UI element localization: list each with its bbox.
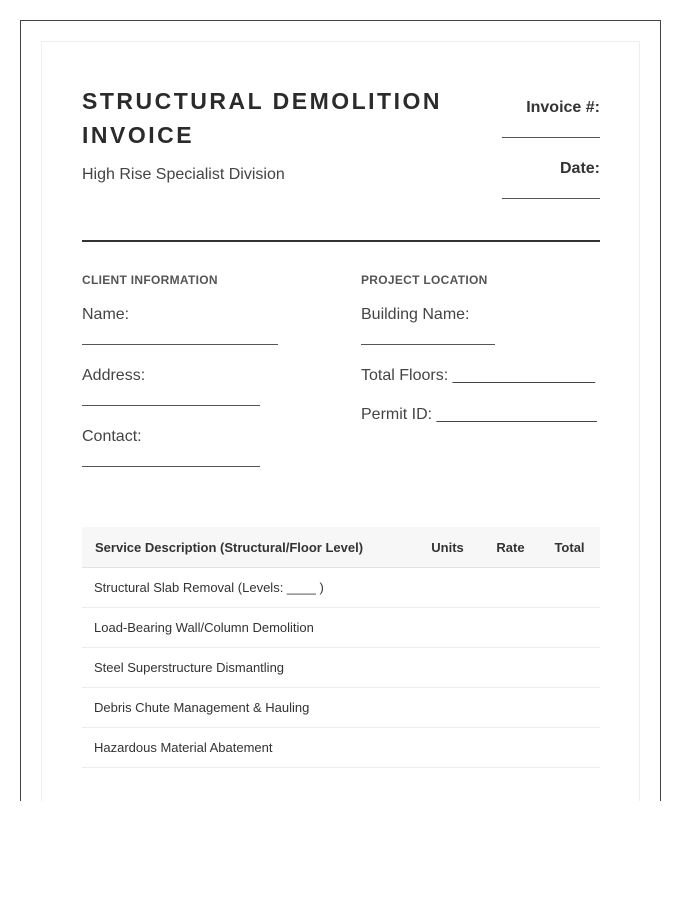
row-rate-cell[interactable] <box>482 608 539 648</box>
row-description: Structural Slab Removal (Levels: ____ ) <box>82 568 413 608</box>
date-field[interactable] <box>502 198 600 199</box>
client-contact-field[interactable] <box>82 466 260 467</box>
client-address-label: Address: <box>82 367 146 384</box>
permit-id-field[interactable]: Permit ID: __________________ <box>361 406 597 423</box>
client-info-heading: CLIENT INFORMATION <box>82 273 218 287</box>
row-rate-cell[interactable] <box>482 568 539 608</box>
invoice-title-line1: STRUCTURAL DEMOLITION <box>82 88 443 114</box>
building-name-field[interactable] <box>361 344 495 345</box>
invoice-number-label: Invoice #: <box>526 99 600 116</box>
row-description: Load-Bearing Wall/Column Demolition <box>82 608 413 648</box>
total-floors-field[interactable]: Total Floors: ________________ <box>361 367 595 384</box>
table-header-row <box>82 527 600 568</box>
row-rate-cell[interactable] <box>482 728 539 768</box>
row-rate-cell[interactable] <box>482 688 539 728</box>
invoice-title <box>82 84 492 152</box>
row-units-cell[interactable] <box>413 608 482 648</box>
date-label: Date: <box>559 160 600 177</box>
row-units-cell[interactable] <box>413 688 482 728</box>
client-address-field[interactable] <box>82 405 260 406</box>
col-header-units: Units <box>413 527 482 568</box>
table-row <box>82 728 600 768</box>
row-description: Steel Superstructure Dismantling <box>82 648 413 688</box>
row-description: Debris Chute Management & Hauling <box>82 688 413 728</box>
client-name-field[interactable] <box>82 344 278 345</box>
row-rate-cell[interactable] <box>482 648 539 688</box>
division-subtitle: High Rise Specialist Division <box>82 166 285 183</box>
table-row <box>82 688 600 728</box>
row-total-cell[interactable] <box>539 728 600 768</box>
header-divider <box>82 240 600 242</box>
col-header-rate: Rate <box>482 527 539 568</box>
services-table <box>82 527 600 768</box>
row-units-cell[interactable] <box>413 568 482 608</box>
row-total-cell[interactable] <box>539 688 600 728</box>
table-row <box>82 648 600 688</box>
client-contact-label: Contact: <box>82 428 142 445</box>
row-total-cell[interactable] <box>539 648 600 688</box>
client-name-label: Name: <box>82 306 130 323</box>
row-total-cell[interactable] <box>539 608 600 648</box>
col-header-description: Service Description (Structural/Floor Level) <box>82 527 413 568</box>
table-row <box>82 608 600 648</box>
project-location-heading: PROJECT LOCATION <box>361 273 488 287</box>
invoice-title-line2: INVOICE <box>82 122 195 148</box>
table-row <box>82 568 600 608</box>
row-units-cell[interactable] <box>413 648 482 688</box>
invoice-number-field[interactable] <box>502 137 600 138</box>
col-header-total: Total <box>539 527 600 568</box>
building-name-label: Building Name: <box>361 306 470 323</box>
row-units-cell[interactable] <box>413 728 482 768</box>
row-description: Hazardous Material Abatement <box>82 728 413 768</box>
row-total-cell[interactable] <box>539 568 600 608</box>
